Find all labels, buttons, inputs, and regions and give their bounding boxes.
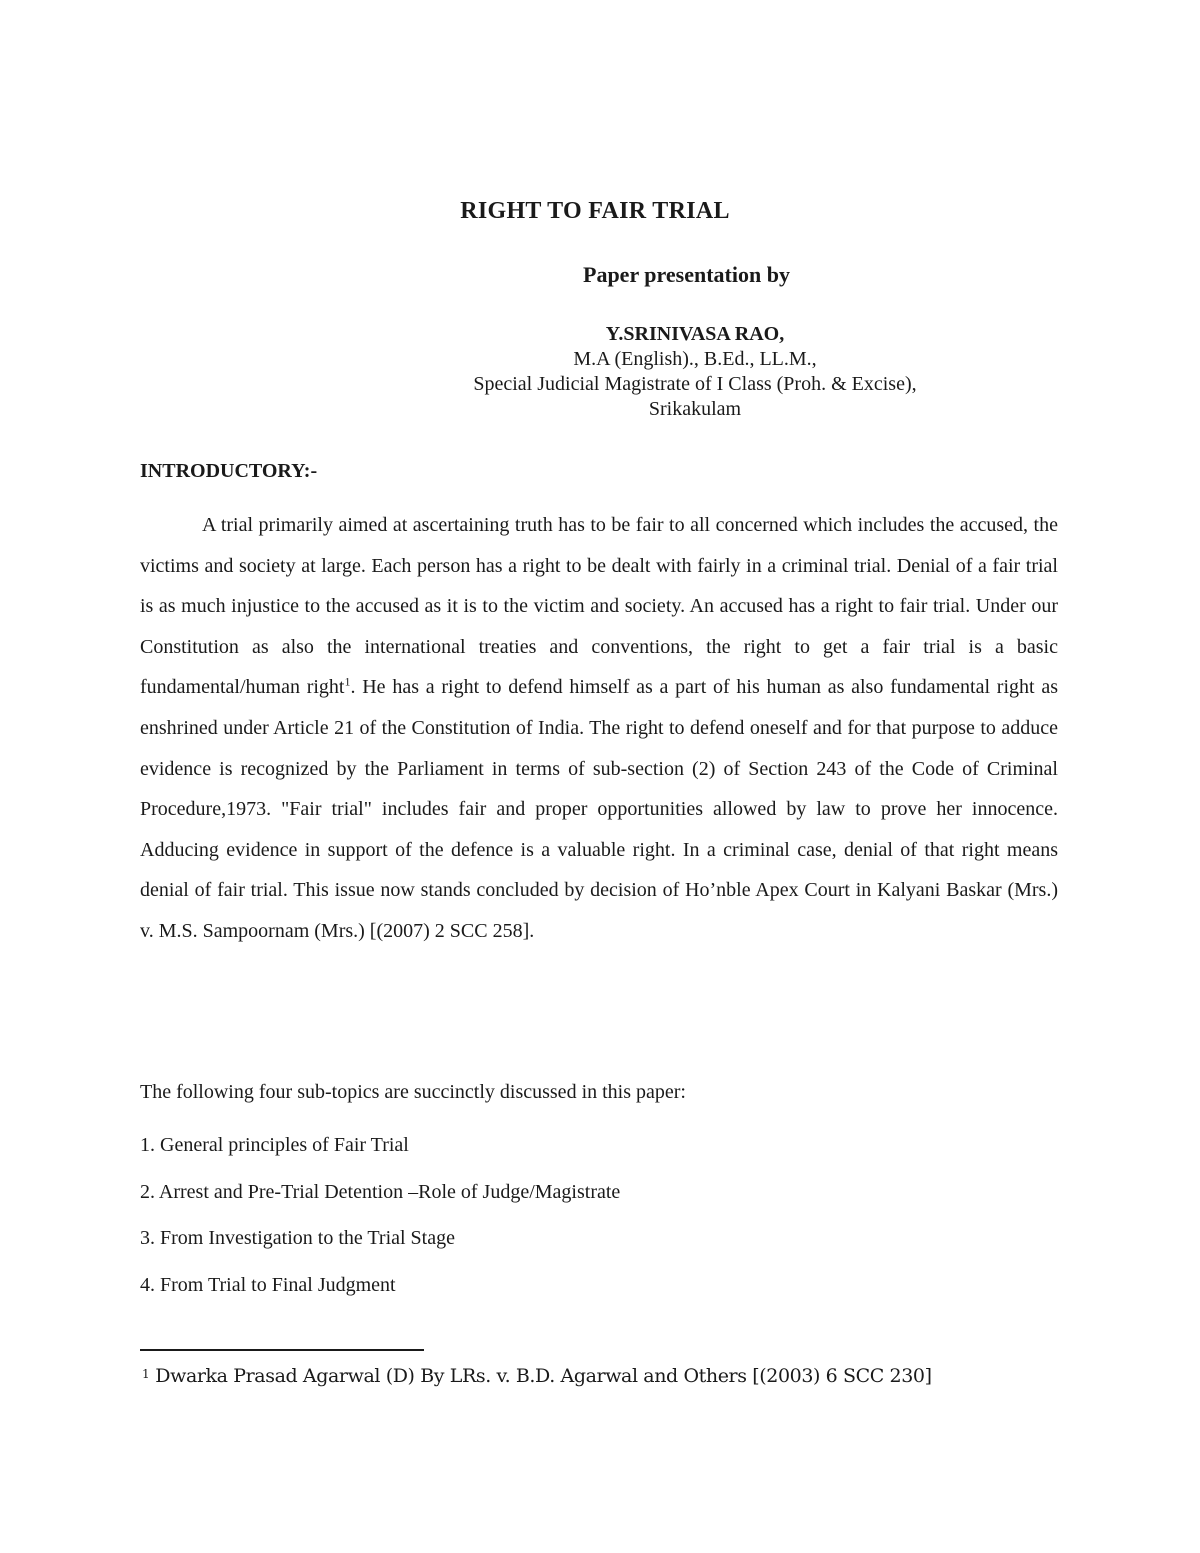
intro-paragraph: [140, 505, 1058, 952]
list-item: 4. From Trial to Final Judgment: [140, 1274, 396, 1297]
list-item: 2. Arrest and Pre-Trial Detention –Role of Judge/Magistrate: [140, 1180, 621, 1203]
author-location: Srikakulam: [648, 398, 742, 420]
footnote-text: Dwarka Prasad Agarwal (D) By LRs. v. B.D. Agarwal and Others [(2003) 6 SCC 230]: [155, 1365, 932, 1387]
subtopics-intro: The following four sub-topics are succinctly discussed in this paper:: [140, 1081, 686, 1103]
intro-text-part2: . He has a right to defend himself as a part of his human as also fundamental right as enshrined under Article 21 of the Constitution of India. The right to defend oneself and for that purpose to adduce evidence is recognized by the Parliament in terms of sub-section (2) of Section 243 of the Code of Criminal Procedure,1973. "Fair trial" includes fair and proper opportunities allowed by law to prove her innocence. Adducing evidence in support of the defence is a valuable right. In a criminal case, denial of that right means denial of fair trial. This issue now stands concluded by decision of Ho’nble Apex Court in Kalyani Baskar (Mrs.) v. M.S. Sampoornam (Mrs.) [(2007) 2 SCC 258].: [140, 676, 1058, 942]
subtopics-list: [140, 1134, 620, 1321]
section-heading-introductory: INTRODUCTORY:-: [140, 460, 318, 482]
footnote-reference[interactable]: 1: [344, 674, 351, 689]
author-position: Special Judicial Magistrate of I Class (Proh. & Excise),: [473, 373, 917, 395]
document-title-text: RIGHT TO FAIR TRIAL: [460, 198, 730, 224]
author-qualifications: M.A (English)., B.Ed., LL.M.,: [573, 348, 817, 370]
author-name: Y.SRINIVASA RAO,: [605, 323, 785, 345]
presented-by-line: Paper presentation by: [583, 262, 790, 287]
list-item: 3. From Investigation to the Trial Stage: [140, 1227, 455, 1250]
footnote: [142, 1365, 932, 1387]
footnote-divider: [140, 1349, 424, 1351]
footnote-mark: 1: [142, 1367, 150, 1381]
list-item: 1. General principles of Fair Trial: [140, 1134, 409, 1156]
author-block: [390, 322, 1000, 422]
intro-text-part1: A trial primarily aimed at ascertaining truth has to be fair to all concerned which includes the accused, the victims and society at large. Each person has a right to be dealt with fairly in a criminal trial. Denial of a fair trial is as much injustice to the accused as it is to the victim and society. An accused has a right to fair trial. Under our Constitution as also the international treaties and conventions, the right to get a fair trial is a basic fundamental/human right: [140, 514, 1058, 699]
document-title: [0, 198, 1200, 225]
